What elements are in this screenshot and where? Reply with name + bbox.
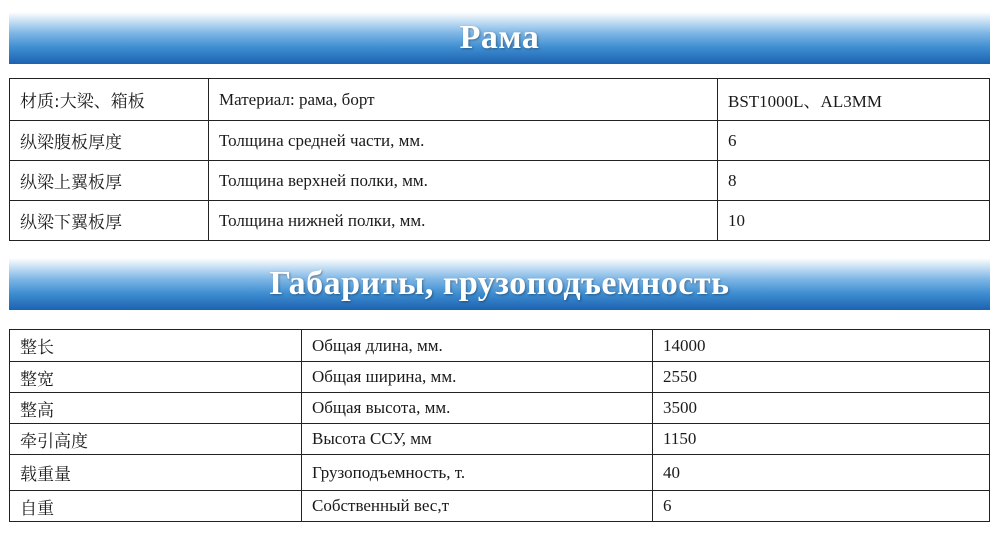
dimensions-spec-table — [9, 329, 990, 522]
table-row — [10, 161, 990, 201]
section-title-frame: Рама — [459, 19, 540, 56]
ru-label: Материал: рама, борт — [209, 79, 718, 121]
cn-label: 整宽 — [10, 362, 302, 393]
section-title-dimensions: Габариты, грузоподъемность — [269, 265, 730, 302]
cn-label: 整高 — [10, 393, 302, 424]
table-row — [10, 330, 990, 362]
ru-label: Общая высота, мм. — [302, 393, 653, 424]
cn-label: 载重量 — [10, 455, 302, 491]
spec-value: 2550 — [653, 362, 990, 393]
table-row — [10, 362, 990, 393]
spec-value: BST1000L、AL3MM — [718, 79, 990, 121]
spec-value: 1150 — [653, 424, 990, 455]
cn-label: 自重 — [10, 491, 302, 522]
spec-value: 6 — [653, 491, 990, 522]
table-row — [10, 201, 990, 241]
ru-label: Общая ширина, мм. — [302, 362, 653, 393]
cn-label: 纵梁上翼板厚 — [10, 161, 209, 201]
ru-label: Толщина верхней полки, мм. — [209, 161, 718, 201]
cn-label: 纵梁下翼板厚 — [10, 201, 209, 241]
spec-value: 10 — [718, 201, 990, 241]
cn-label: 纵梁腹板厚度 — [10, 121, 209, 161]
ru-label: Общая длина, мм. — [302, 330, 653, 362]
cn-label: 牵引高度 — [10, 424, 302, 455]
spec-value: 8 — [718, 161, 990, 201]
table-row — [10, 121, 990, 161]
section-banner-frame — [9, 12, 990, 64]
table-row — [10, 424, 990, 455]
frame-spec-table — [9, 78, 990, 241]
table-row — [10, 393, 990, 424]
spec-value: 40 — [653, 455, 990, 491]
cn-label: 材质:大梁、箱板 — [10, 79, 209, 121]
spec-value: 3500 — [653, 393, 990, 424]
ru-label: Толщина нижней полки, мм. — [209, 201, 718, 241]
section-banner-dimensions — [9, 258, 990, 310]
cn-label: 整长 — [10, 330, 302, 362]
ru-label: Высота ССУ, мм — [302, 424, 653, 455]
table-row — [10, 79, 990, 121]
spec-value: 14000 — [653, 330, 990, 362]
ru-label: Собственный вес,т — [302, 491, 653, 522]
table-row — [10, 455, 990, 491]
spec-value: 6 — [718, 121, 990, 161]
table-row — [10, 491, 990, 522]
ru-label: Грузоподъемность, т. — [302, 455, 653, 491]
ru-label: Толщина средней части, мм. — [209, 121, 718, 161]
